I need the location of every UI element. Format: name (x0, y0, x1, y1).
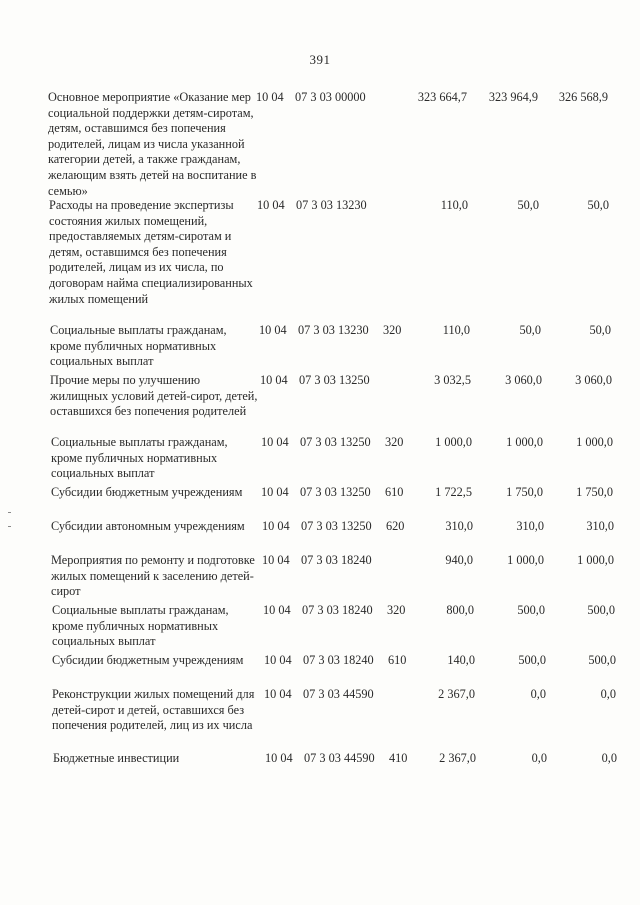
section-code: 10 04 (265, 751, 293, 765)
amount-year-3: 1 750,0 (576, 485, 613, 499)
section-code: 10 04 (264, 687, 292, 701)
amount-year-3: 310,0 (586, 519, 614, 533)
margin-mark (8, 526, 11, 527)
target-code: 07 3 03 44590 (304, 751, 375, 765)
section-code: 10 04 (256, 90, 284, 104)
amount-year-2: 310,0 (516, 519, 544, 533)
section-code: 10 04 (262, 553, 290, 567)
amount-year-1: 1 722,5 (435, 485, 472, 499)
target-code: 07 3 03 13250 (301, 519, 372, 533)
amount-year-2: 50,0 (517, 198, 539, 212)
row-description: Социальные выплаты гражданам, кроме публичных нормативных социальных выплат (51, 435, 228, 481)
amount-year-1: 940,0 (445, 553, 473, 567)
amount-year-3: 50,0 (587, 198, 609, 212)
row-description: Субсидии автономным учреждениям (51, 519, 245, 533)
target-code: 07 3 03 00000 (295, 90, 366, 104)
target-code: 07 3 03 44590 (303, 687, 374, 701)
amount-year-3: 1 000,0 (577, 553, 614, 567)
expense-type-code: 320 (385, 435, 404, 449)
amount-year-2: 1 000,0 (507, 553, 544, 567)
amount-year-1: 3 032,5 (434, 373, 471, 387)
amount-year-1: 323 664,7 (417, 90, 467, 104)
target-code: 07 3 03 18240 (301, 553, 372, 567)
expense-type-code: 610 (388, 653, 407, 667)
amount-year-1: 800,0 (446, 603, 474, 617)
expense-type-code: 320 (387, 603, 406, 617)
amount-year-1: 2 367,0 (438, 687, 475, 701)
amount-year-1: 110,0 (440, 198, 468, 212)
amount-year-1: 110,0 (442, 323, 470, 337)
target-code: 07 3 03 13230 (296, 198, 367, 212)
amount-year-3: 500,0 (587, 603, 615, 617)
page-number: 391 (309, 52, 331, 67)
row-description: Субсидии бюджетным учреждениям (52, 653, 244, 667)
amount-year-3: 50,0 (589, 323, 611, 337)
target-code: 07 3 03 18240 (303, 653, 374, 667)
row-description: Расходы на проведение экспертизы состояния жилых помещений, предоставляемых детям-сиротам и детям, оставшимся без попечения родителей, лицам из их числа, по договорам найма специализированных жилых помещений (49, 198, 253, 306)
amount-year-2: 1 000,0 (506, 435, 543, 449)
amount-year-2: 50,0 (519, 323, 541, 337)
target-code: 07 3 03 13250 (299, 373, 370, 387)
amount-year-1: 1 000,0 (435, 435, 472, 449)
amount-year-2: 0,0 (530, 687, 546, 701)
expense-type-code: 610 (385, 485, 404, 499)
section-code: 10 04 (263, 603, 291, 617)
section-code: 10 04 (264, 653, 292, 667)
amount-year-1: 310,0 (445, 519, 473, 533)
amount-year-2: 323 964,9 (488, 90, 538, 104)
section-code: 10 04 (262, 519, 290, 533)
amount-year-3: 0,0 (601, 751, 617, 765)
amount-year-2: 0,0 (531, 751, 547, 765)
amount-year-2: 3 060,0 (505, 373, 542, 387)
section-code: 10 04 (257, 198, 285, 212)
section-code: 10 04 (261, 435, 289, 449)
row-description: Социальные выплаты гражданам, кроме публичных нормативных социальных выплат (52, 603, 229, 649)
expense-type-code: 410 (389, 751, 408, 765)
row-description: Социальные выплаты гражданам, кроме публичных нормативных социальных выплат (50, 323, 227, 369)
section-code: 10 04 (260, 373, 288, 387)
amount-year-3: 3 060,0 (575, 373, 612, 387)
row-description: Бюджетные инвестиции (53, 751, 180, 765)
amount-year-3: 500,0 (588, 653, 616, 667)
target-code: 07 3 03 13250 (300, 435, 371, 449)
target-code: 07 3 03 13250 (300, 485, 371, 499)
row-description: Реконструкции жилых помещений для детей-сирот и детей, оставшихся без попечения родителей, лиц из их числа (52, 687, 255, 733)
section-code: 10 04 (261, 485, 289, 499)
amount-year-2: 500,0 (518, 653, 546, 667)
section-code: 10 04 (259, 323, 287, 337)
target-code: 07 3 03 18240 (302, 603, 373, 617)
amount-year-2: 500,0 (517, 603, 545, 617)
amount-year-3: 1 000,0 (576, 435, 613, 449)
row-description: Субсидии бюджетным учреждениям (51, 485, 243, 499)
amount-year-1: 140,0 (447, 653, 475, 667)
amount-year-3: 0,0 (600, 687, 616, 701)
amount-year-1: 2 367,0 (439, 751, 476, 765)
amount-year-2: 1 750,0 (506, 485, 543, 499)
target-code: 07 3 03 13230 (298, 323, 369, 337)
expense-type-code: 620 (386, 519, 405, 533)
row-description: Основное мероприятие «Оказание мер социальной поддержки детям-сиротам, детям, оставшимся без попечения родителей, лицам из числа указанной категории детей, а также гражданам, желающим взять детей на воспитание в семью» (48, 90, 257, 198)
amount-year-3: 326 568,9 (558, 90, 608, 104)
row-description: Прочие меры по улучшению жилищных условий детей-сирот, детей, оставшихся без попечения родителей (50, 373, 258, 419)
row-description: Мероприятия по ремонту и подготовке жилых помещений к заселению детей-сирот (51, 553, 255, 599)
expense-type-code: 320 (383, 323, 402, 337)
margin-mark (8, 512, 11, 513)
